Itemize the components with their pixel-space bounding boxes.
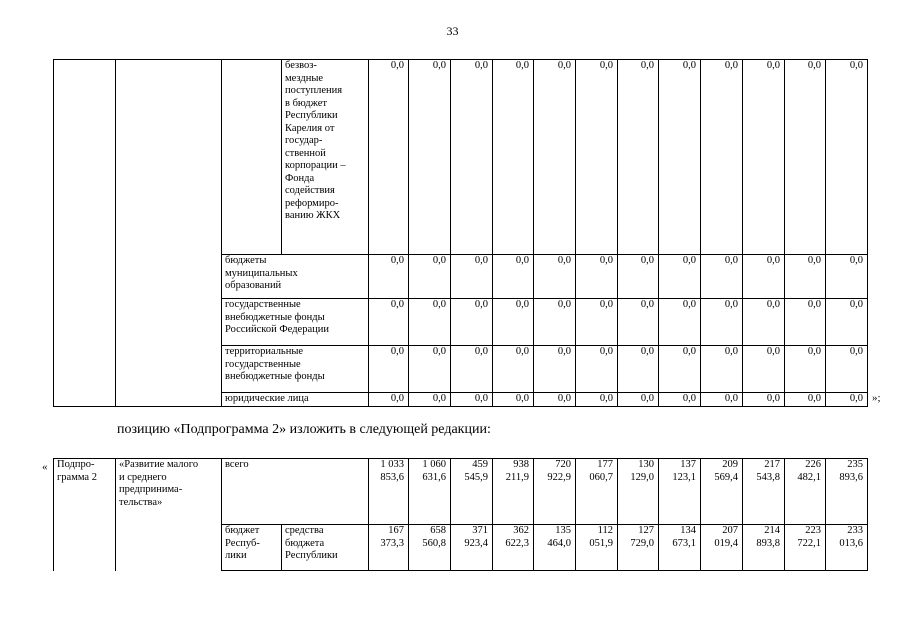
value-cell: 0,0 [743,255,785,299]
value-cell: 0,0 [701,346,743,393]
value-cell: 0,0 [618,255,659,299]
empty-cell [116,60,222,407]
budget-sublabel: средства бюджета Республики [282,525,369,571]
value-cell: 0,0 [701,255,743,299]
value-cell: 0,0 [659,255,701,299]
value-cell: 0,0 [785,299,826,346]
value-cell: 214 893,8 [743,525,785,571]
value-cell: 371 923,4 [451,525,493,571]
table-row [54,60,868,255]
subprogram-title: «Развитие малого и среднего предпринима- тельства» [116,459,222,571]
value-cell: 112 051,9 [576,525,618,571]
value-cell: 0,0 [409,346,451,393]
value-cell: 167 373,3 [369,525,409,571]
value-cell: 0,0 [409,60,451,255]
value-cell: 1 060 631,6 [409,459,451,525]
value-cell: 0,0 [785,393,826,407]
value-cell: 209 569,4 [701,459,743,525]
source-label: территориальные государственные внебюджетные фонды [222,346,369,393]
value-cell: 0,0 [534,346,576,393]
value-cell: 0,0 [493,346,534,393]
total-label: всего [222,459,369,525]
value-cell: 0,0 [701,393,743,407]
value-cell: 0,0 [451,299,493,346]
value-cell: 0,0 [369,393,409,407]
empty-cell [54,60,116,407]
value-cell: 0,0 [493,393,534,407]
value-cell: 177 060,7 [576,459,618,525]
closing-mark: »; [872,392,881,404]
value-cell: 0,0 [493,255,534,299]
value-cell: 134 673,1 [659,525,701,571]
value-cell: 217 543,8 [743,459,785,525]
value-cell: 938 211,9 [493,459,534,525]
value-cell: 0,0 [826,255,868,299]
value-cell: 0,0 [451,255,493,299]
value-cell: 0,0 [659,393,701,407]
value-cell: 233 013,6 [826,525,868,571]
source-label: государственные внебюджетные фонды Российской Федерации [222,299,369,346]
value-cell: 0,0 [618,299,659,346]
value-cell: 0,0 [534,299,576,346]
value-cell: 0,0 [659,60,701,255]
value-cell: 0,0 [369,299,409,346]
value-cell: 0,0 [534,60,576,255]
value-cell: 0,0 [785,60,826,255]
value-cell: 0,0 [369,60,409,255]
value-cell: 459 545,9 [451,459,493,525]
value-cell: 0,0 [826,393,868,407]
budget-label: бюджет Респуб- лики [222,525,282,571]
page-number: 33 [446,24,459,38]
value-cell: 127 729,0 [618,525,659,571]
table-row [54,459,868,525]
value-cell: 0,0 [785,346,826,393]
funding-table-continued [53,59,868,407]
value-cell: 0,0 [451,346,493,393]
value-cell: 226 482,1 [785,459,826,525]
value-cell: 135 464,0 [534,525,576,571]
value-cell: 235 893,6 [826,459,868,525]
value-cell: 0,0 [701,60,743,255]
value-cell: 137 123,1 [659,459,701,525]
value-cell: 0,0 [743,393,785,407]
value-cell: 0,0 [369,255,409,299]
value-cell: 362 622,3 [493,525,534,571]
value-cell: 0,0 [576,346,618,393]
source-label: бюджеты муниципальных образований [222,255,369,299]
subprogram-cell: Подпро- грамма 2 [54,459,116,571]
subprogram-2-table [53,458,868,571]
value-cell: 130 129,0 [618,459,659,525]
value-cell: 0,0 [576,255,618,299]
value-cell: 0,0 [451,393,493,407]
value-cell: 0,0 [534,393,576,407]
value-cell: 658 560,8 [409,525,451,571]
value-cell: 0,0 [493,299,534,346]
value-cell: 0,0 [576,393,618,407]
value-cell: 0,0 [369,346,409,393]
value-cell: 0,0 [659,346,701,393]
value-cell: 720 922,9 [534,459,576,525]
value-cell: 207 019,4 [701,525,743,571]
value-cell: 0,0 [493,60,534,255]
value-cell: 0,0 [618,60,659,255]
instruction-text: позицию «Подпрограмма 2» изложить в следующей редакции: [117,422,491,437]
value-cell: 0,0 [785,255,826,299]
value-cell: 0,0 [409,255,451,299]
value-cell: 1 033 853,6 [369,459,409,525]
value-cell: 0,0 [826,346,868,393]
value-cell: 0,0 [826,299,868,346]
value-cell: 0,0 [576,299,618,346]
value-cell: 0,0 [534,255,576,299]
value-cell: 0,0 [701,299,743,346]
value-cell: 0,0 [743,299,785,346]
value-cell: 0,0 [659,299,701,346]
value-cell: 0,0 [743,60,785,255]
value-cell: 0,0 [451,60,493,255]
value-cell: 0,0 [618,346,659,393]
source-label: безвоз- мездные поступления в бюджет Республики Карелия от государ- ственной корпорации – Фонда содействия реформиро- ванию ЖКХ [282,60,369,255]
value-cell: 0,0 [409,299,451,346]
value-cell: 223 722,1 [785,525,826,571]
value-cell: 0,0 [743,346,785,393]
value-cell: 0,0 [576,60,618,255]
open-quote: « [42,461,48,473]
source-label: юридические лица [222,393,369,407]
empty-cell [222,60,282,255]
value-cell: 0,0 [409,393,451,407]
value-cell: 0,0 [826,60,868,255]
value-cell: 0,0 [618,393,659,407]
